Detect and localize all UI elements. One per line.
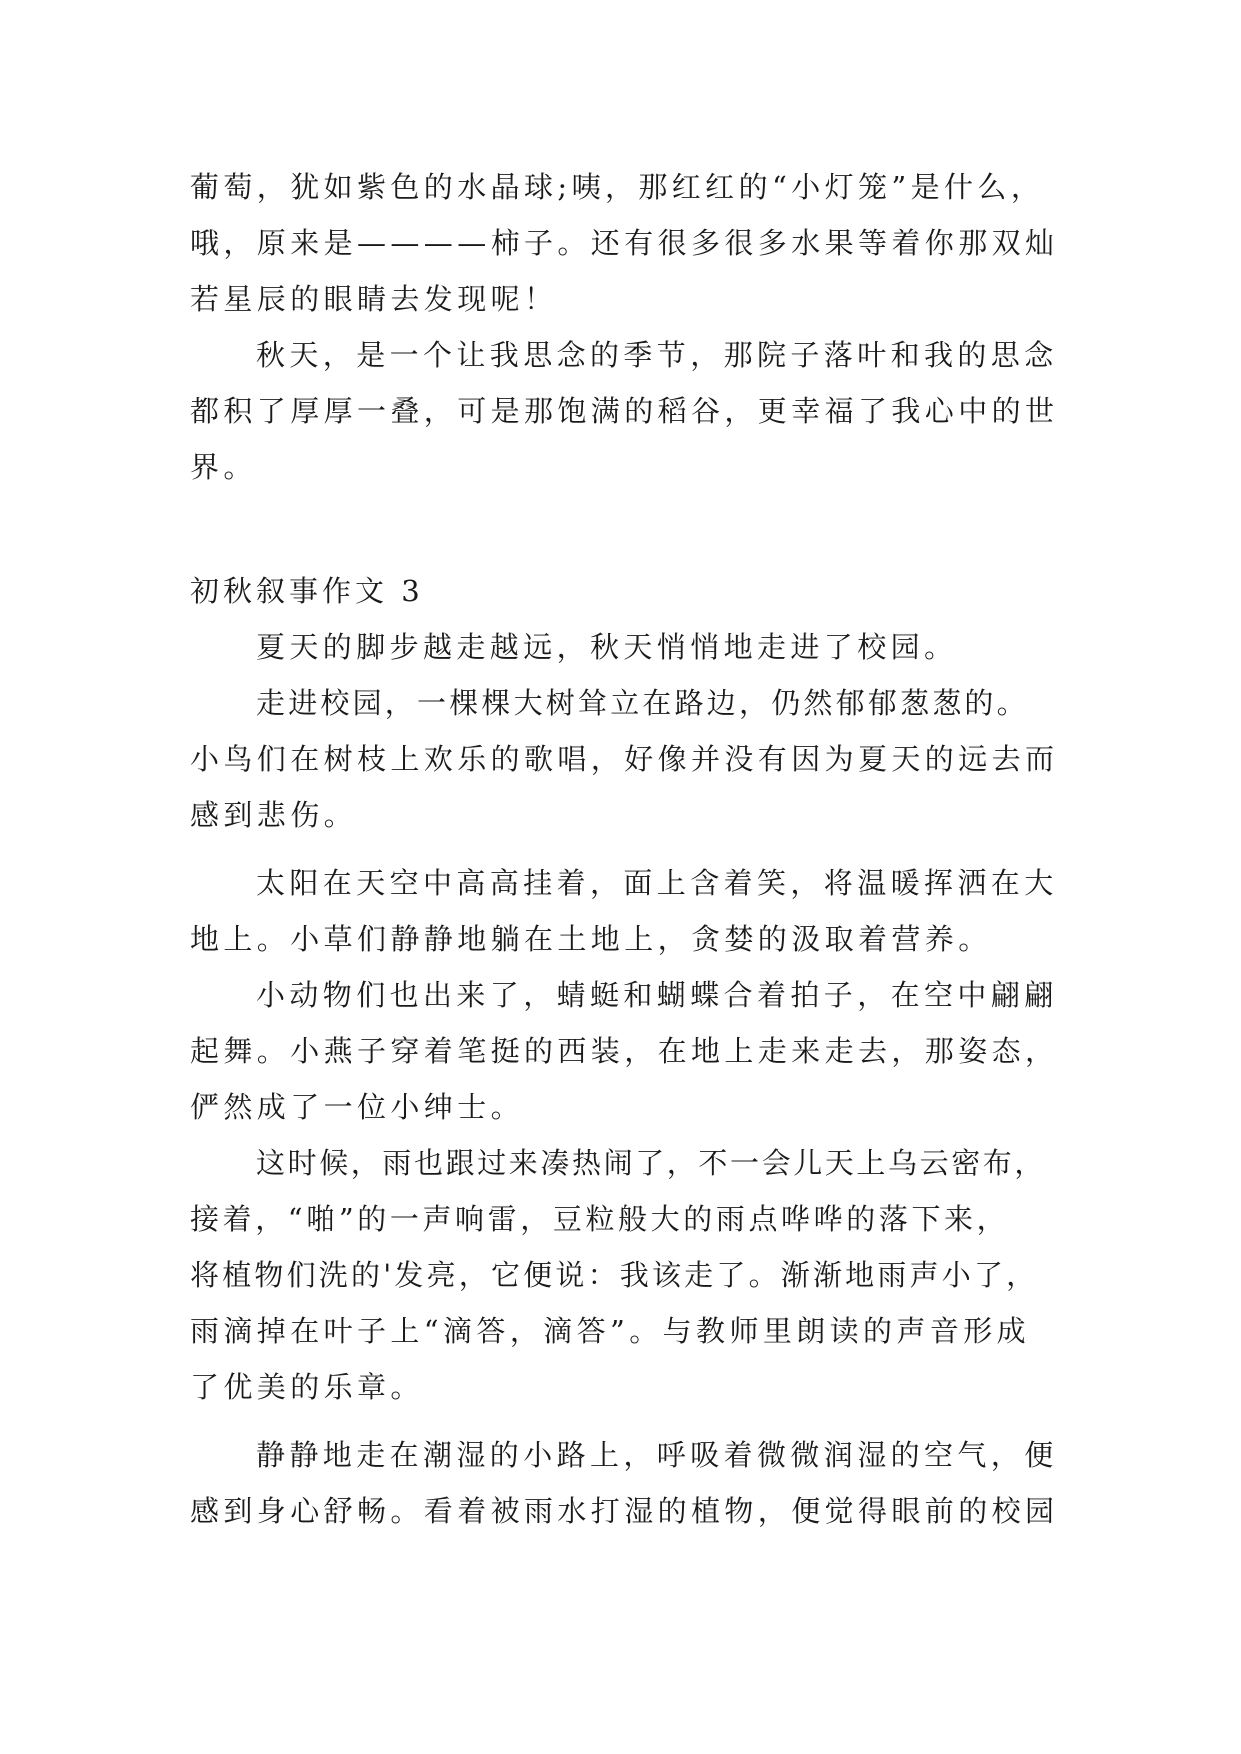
paragraph-line: 哦，原来是————柿子。还有很多很多水果等着你那双灿: [190, 226, 1059, 260]
paragraph-line: 小动物们也出来了，蜻蜓和蝴蝶合着拍子，在空中翩翩: [256, 978, 1058, 1012]
paragraph-line: 接着，“啪”的一声响雷，豆粒般大的雨点哗哗的落下来，: [190, 1202, 1010, 1236]
paragraph-line: 葡萄，犹如紫色的水晶球;咦，那红红的“小灯笼”是什么，: [190, 170, 1045, 204]
paragraph-line: 起舞。小燕子穿着笔挺的西装，在地上走来走去，那姿态，: [190, 1034, 1059, 1068]
paragraph-line: 了优美的乐章。: [190, 1370, 424, 1404]
paragraph-line: 俨然成了一位小绅士。: [190, 1090, 525, 1124]
paragraph-line: 将植物们洗的'发亮，它便说：我该走了。渐渐地雨声小了，: [190, 1258, 1039, 1292]
paragraph-line: 雨滴掉在叶子上“滴答，滴答”。与教师里朗读的声音形成: [190, 1314, 1031, 1348]
paragraph-line: 小鸟们在树枝上欢乐的歌唱，好像并没有因为夏天的远去而: [190, 742, 1059, 776]
paragraph-line: 秋天，是一个让我思念的季节，那院子落叶和我的思念: [256, 338, 1058, 372]
paragraph-line: 地上。小草们静静地躺在土地上，贪婪的汲取着营养。: [190, 922, 992, 956]
essay-heading: 初秋叙事作文 3: [190, 574, 424, 608]
paragraph-line: 感到身心舒畅。看着被雨水打湿的植物，便觉得眼前的校园: [190, 1494, 1059, 1528]
paragraph-line: 界。: [190, 450, 257, 484]
paragraph-line: 走进校园，一棵棵大树耸立在路边，仍然郁郁葱葱的。: [256, 686, 1029, 720]
paragraph-line: 感到悲伤。: [190, 798, 358, 832]
paragraph-line: 都积了厚厚一叠，可是那饱满的稻谷，更幸福了我心中的世: [190, 394, 1059, 428]
paragraph-line: 这时候，雨也跟过来凑热闹了，不一会儿天上乌云密布，: [256, 1146, 1047, 1180]
paragraph-line: 若星辰的眼睛去发现呢！: [190, 282, 558, 316]
paragraph-line: 夏天的脚步越走越远，秋天悄悄地走进了校园。: [256, 630, 958, 664]
paragraph-line: 太阳在天空中高高挂着，面上含着笑，将温暖挥洒在大: [256, 866, 1058, 900]
paragraph-line: 静静地走在潮湿的小路上，呼吸着微微润湿的空气，便: [256, 1438, 1058, 1472]
